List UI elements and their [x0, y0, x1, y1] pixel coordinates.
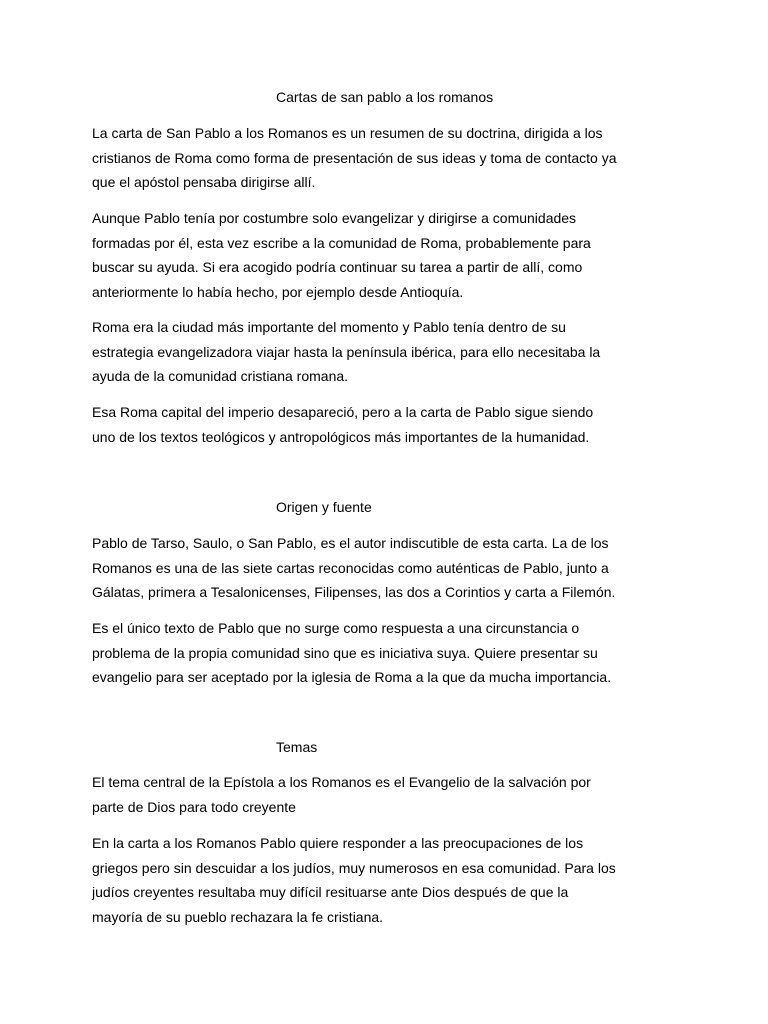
text-line: Aunque Pablo tenía por costumbre solo evangelizar y dirigirse a comunidades	[92, 210, 577, 226]
paragraph	[92, 206, 692, 304]
paragraph	[92, 616, 692, 690]
text-line: Esa Roma capital del imperio desapareció, pero a la carta de Pablo sigue siendo	[92, 404, 594, 420]
paragraph	[92, 315, 692, 389]
paragraph	[92, 531, 692, 605]
text-line: mayoría de su pueblo rechazara la fe cristiana.	[92, 908, 384, 925]
text-line: En la carta a los Romanos Pablo quiere responder a las preocupaciones de los	[92, 835, 584, 851]
text-line: uno de los textos teológicos y antropológicos más importantes de la humanidad.	[92, 428, 590, 445]
text-line: problema de la propia comunidad sino que es iniciativa suya. Quiere presentar su	[92, 644, 598, 661]
text-line: La carta de San Pablo a los Romanos es un resumen de su doctrina, dirigida a los	[92, 125, 603, 141]
text-line: Romanos es una de las siete cartas reconocidas como auténticas de Pablo, junto a	[92, 559, 609, 576]
text-line: estrategia evangelizadora viajar hasta la península ibérica, para ello necesitaba la	[92, 343, 601, 360]
text-line: cristianos de Roma como forma de presentación de sus ideas y toma de contacto ya	[92, 149, 617, 166]
paragraph	[92, 831, 692, 929]
section-title: Origen y fuente	[276, 499, 372, 515]
text-line: griegos pero sin descuidar a los judíos, muy numerosos en esa comunidad. Para los	[92, 859, 616, 876]
text-line: parte de Dios para todo creyente	[92, 798, 296, 815]
section-title: Cartas de san pablo a los romanos	[276, 89, 494, 105]
text-line: ayuda de la comunidad cristiana romana.	[92, 368, 349, 385]
text-line: anteriormente lo había hecho, por ejemplo desde Antioquía.	[92, 283, 464, 300]
text-line: buscar su ayuda. Si era acogido podría continuar su tarea a partir de allí, como	[92, 259, 583, 276]
text-line: Es el único texto de Pablo que no surge como respuesta a una circunstancia o	[92, 620, 580, 636]
text-line: evangelio para ser aceptado por la iglesia de Roma a la que da mucha importancia.	[92, 669, 612, 686]
text-line: judíos creyentes resultaba muy difícil resituarse ante Dios después de que la	[92, 884, 569, 901]
paragraph	[92, 770, 692, 819]
text-line: Roma era la ciudad más importante del momento y Pablo tenía dentro de su	[92, 319, 566, 335]
text-line: formadas por él, esta vez escribe a la comunidad de Roma, probablemente para	[92, 234, 591, 251]
text-line: Gálatas, primera a Tesalonicenses, Filipenses, las dos a Corintios y carta a Filemón.	[92, 584, 616, 601]
text-line: Pablo de Tarso, Saulo, o San Pablo, es el autor indiscutible de esta carta. La de los	[92, 535, 609, 551]
text-line: que el apóstol pensaba dirigirse allí.	[92, 174, 316, 191]
paragraph	[92, 400, 692, 449]
text-line: El tema central de la Epístola a los Romanos es el Evangelio de la salvación por	[92, 774, 591, 790]
section-title: Temas	[276, 739, 318, 755]
paragraph	[92, 121, 692, 195]
